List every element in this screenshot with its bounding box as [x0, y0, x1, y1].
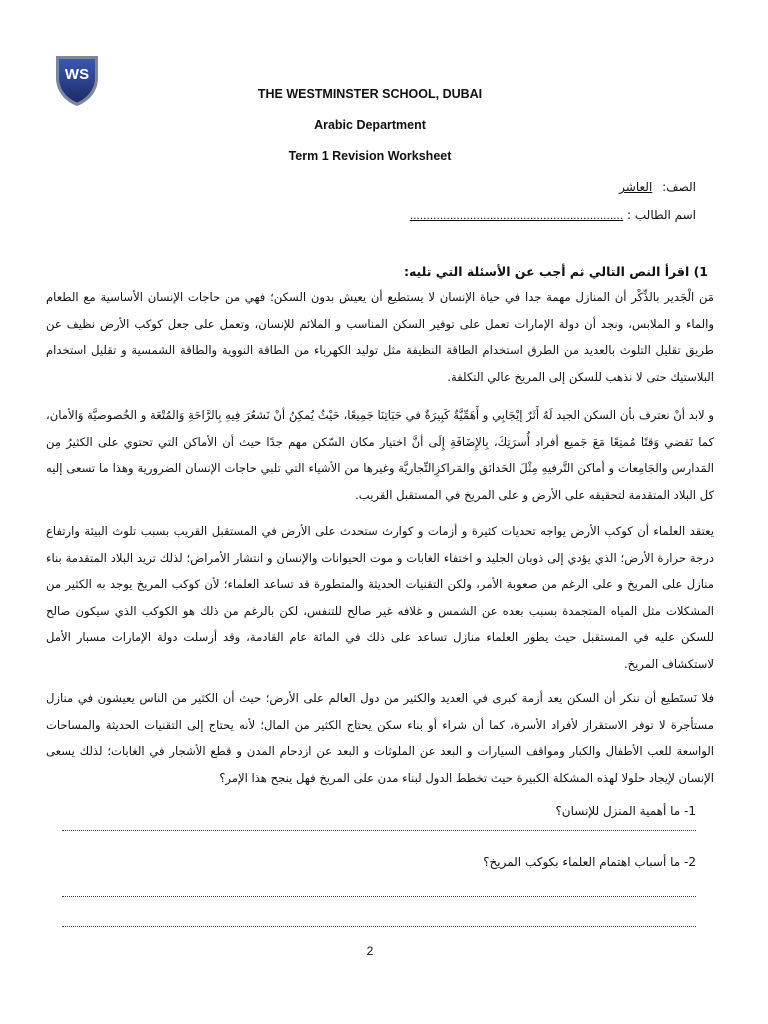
paragraph-4: فلا نَستَطيع أن ننكر أن السكن يعد أزمة كبرى في العديد والكثير من دول العالم على الأرض؛ حيث أن الكثير من الناس يعيشون في منازل مستأجرة لا توفر الاستقرار لأفراد الأسرة، كما أن شراء أو بناء سكن يحتاج الكثير من المال؛ لأنه يحتاج إلى التقنيات الحديثة والمساحات الواسعة للعب الأطفال والكبار ومواقف السيارات و البعد عن الملوثات و البعد عن ازدحام المدن و قطع الأشجار في الغابات؛ لذلك يسعى الإنسان لإيجاد حلولا لهذه المشكلة الكبيرة حيث تخطط الدول لبناء مدن على المريخ فهل ينجح هذا الإمر؟ [46, 691, 714, 785]
class-line [619, 180, 696, 194]
question-2-label: 2- ما أسباب اهتمام العلماء بكوكب المريخ؟ [483, 855, 696, 869]
school-name: THE WESTMINSTER SCHOOL, DUBAI [257, 87, 483, 101]
question-1-label: 1- ما أهمية المنزل للإنسان؟ [555, 804, 696, 818]
worksheet-title: Term 1 Revision Worksheet [288, 149, 452, 163]
paragraph-1: مَن الْجَدير بالذِّكْر أن المنازل مهمة جدا في حياة الإنسان لا يستطيع أن يعيش بدون السكن؛ فهي من حاجات الإنسان الأساسية مع الطعام والماء و الملابس، ونجد أن دولة الإمارات تعمل على توفير السكن المناسب و الملائم للإنسان، وتعمل على جعل كوكب الأرض نظيف عن طريق تقليل التلوث بالعديد من الطرق استخدام الطاقة النظيفة مثل توليد الكهرباء من الطاقة النووية والطاقة الشمسية و تقليل استخدام البلاستيك حتى لا نذهب للسكن إلى المريخ عالي التكلفة. [46, 290, 714, 384]
answer-line-3[interactable] [62, 926, 696, 927]
class-value: العاشر [619, 180, 653, 194]
department-name: Arabic Department [314, 118, 426, 132]
paragraph-2: و لابد أنْ نعترف بأن السكن الجيد لَهُ أَثَرٌ إيْجَابِي و أَهَمِّيَّةٌ كَبِيرَةٌ في حَيَاتِنَا جَمِيعًا، حَيْثُ يُمكِنُ أنْ نَشعُرَ فِيهِ بِالرَّاحَةِ وَالمُتْعَة و الخُصوصيَّة وَالأمان، كما نَقضي وَقتًا مُمتِعًا مَعَ جَميع أفراد أُسرَتِكَ، بِالإِضَافَةِ إِلَى أنَّ اختيار مكان السّكن مهم جدًا حيث أن الأماكن التي تحتوي على الكثيرُ مِن المَدارس والجَامِعات و أماكن التَّرفيهِ مِثْلَ الحَدائق والمَراكزِالتِّجاريَّة وغيرها من الأشياء التي تلبي حاجات الإنسان الضرورية وهذا ما تسعى إليه كل البلاد المتقدمة لتحقيقه على الأرض و على المريخ في المستقبل القريب. [46, 408, 714, 502]
question1-title: 1) اقرأ النص التالي ثم أجب عن الأسئلة التي تليه: [403, 264, 708, 279]
answer-line-2[interactable] [62, 896, 696, 897]
answer-line-1[interactable] [62, 830, 696, 831]
page-number: 2 [366, 944, 374, 958]
student-name-line [410, 208, 696, 222]
paragraph-3: يعتقد العلماء أن كوكب الأرض يواجه تحديات كثيرة و أزمات و كوارث ستحدث على الأرض في المستقبل القريب بسبب تلوث البيئة وارتفاع درجة حرارة الأرض؛ الذي يؤدي إلى ذوبان الجليد و اختفاء الغابات و موت الحيوانات والإنسان و انتشار الأمراض؛ لذلك تريد البلاد المتقدمة بناء منازل على المريخ و على الرغم من صعوبة الأمر، ولكن التقنيات الحديثة والمتطورة قد تساعد العلماء؛ لأن كوكب المريخ يوجد به الكثير من المشكلات مثل المياه المتجمدة بسبب بعده عن الشمس و غلافه غير صالح للتنفس، لكن بالرغم من ذلك هو الكوكب الذي سيكون صالح للسكن عليه في المستقبل حيث يطور العلماء منازل تساعد على ذلك في المائة عام القادمة، وقد أرسلت دولة الإمارات مسبار الأمل لاستكشاف المريخ. [46, 524, 714, 671]
student-name-field[interactable]: ................................................................ [409, 208, 624, 222]
student-name-label: اسم الطالب : [627, 208, 696, 222]
class-label: الصف: [662, 180, 696, 194]
logo-text: WS [64, 66, 90, 83]
